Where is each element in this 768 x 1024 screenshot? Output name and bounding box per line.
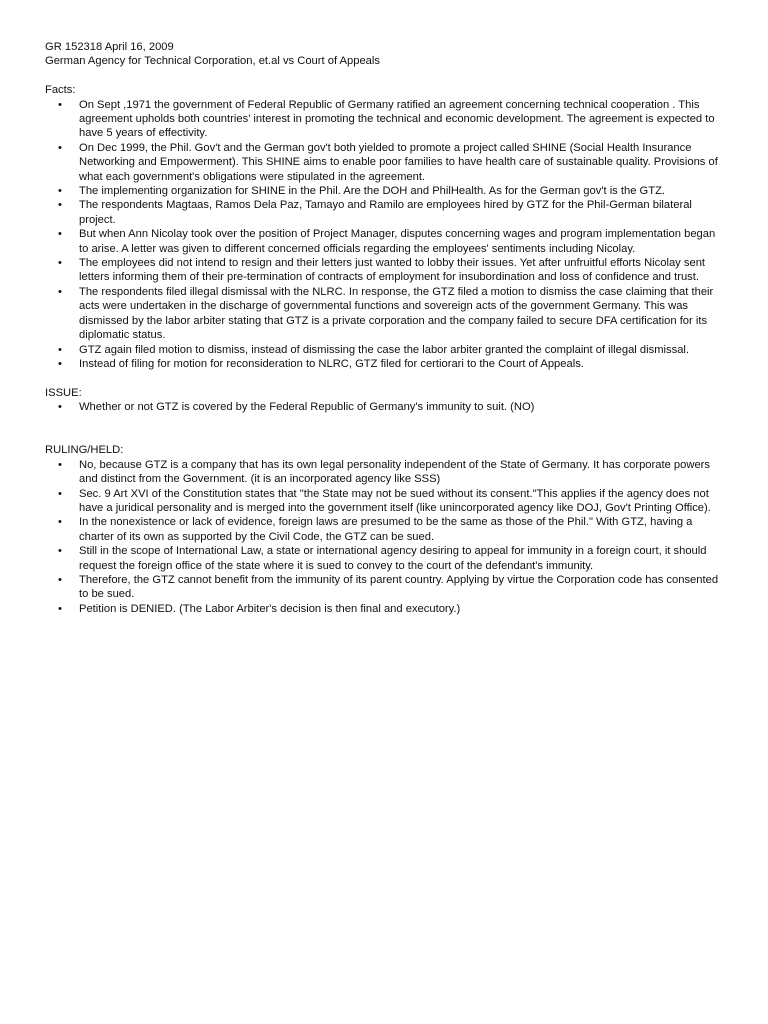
facts-item: • Instead of filing for motion for reconsideration to NLRC, GTZ filed for certiorari to the Court of Appeals. (45, 357, 725, 371)
facts-item: • GTZ again filed motion to dismiss, instead of dismissing the case the labor arbiter granted the complaint of illegal dismissal. (45, 343, 725, 357)
facts-item: • The employees did not intend to resign and their letters just wanted to lobby their issues. Yet after unfruitful efforts Nicolay sent letters informing them of their pre-termination of contracts of employment for insubordination and loss of confidence and trust. (45, 256, 725, 285)
ruling-item: • Still in the scope of International Law, a state or international agency desiring to appeal for immunity in a foreign court, it should request the foreign office of the state where it is sued to convey to the court of the defendant's immunity. (45, 544, 725, 573)
facts-item: • On Dec 1999, the Phil. Gov't and the German gov't both yielded to promote a project called SHINE (Social Health Insurance Networking and Empowerment). This SHINE aims to enable poor families to have health care of sustainable quality. Provisions of what each government's obligations were stipulated in the agreement. (45, 141, 725, 184)
case-number: GR 152318 April 16, 2009 (45, 41, 174, 53)
ruling-item: • Therefore, the GTZ cannot benefit from the immunity of its parent country. Applying by virtue the Corporation code has consented to be sued. (45, 573, 725, 602)
ruling-item: • In the nonexistence or lack of evidence, foreign laws are presumed to be the same as those of the Phil." With GTZ, having a charter of its own as supported by the Civil Code, the GTZ can be sued. (45, 515, 725, 544)
facts-item: • But when Ann Nicolay took over the position of Project Manager, disputes concerning wages and program implementation began to arise. A letter was given to different concerned officials regarding the employees' sentiments including Nicolay. (45, 227, 725, 256)
ruling-item: • Petition is DENIED. (The Labor Arbiter's decision is then final and executory.) (45, 602, 725, 616)
case-title: German Agency for Technical Corporation, et.al vs Court of Appeals (45, 55, 380, 68)
ruling-heading: RULING/HELD: (45, 444, 124, 457)
spacer (45, 69, 725, 83)
ruling-item: • No, because GTZ is a company that has its own legal personality independent of the State of Germany. It has corporate powers and distinct from the Government. (it is an incorporated agency like SSS) (45, 458, 725, 487)
facts-item: • The implementing organization for SHINE in the Phil. Are the DOH and PhilHealth. As for the German gov't is the GTZ. (45, 184, 725, 198)
spacer (45, 371, 725, 385)
issue-list (45, 400, 725, 414)
case-digest-document (45, 40, 725, 616)
facts-item: • The respondents filed illegal dismissal with the NLRC. In response, the GTZ filed a motion to dismiss the case claiming that their acts were undertaken in the discharge of governmental functions and sovereign acts of the government Germany. This was dismissed by the labor arbiter stating that GTZ is a private corporation and the company failed to secure DFA certification for its diplomatic status. (45, 285, 725, 343)
spacer (45, 415, 725, 444)
ruling-list (45, 458, 725, 616)
facts-item: • On Sept ,1971 the government of Federal Republic of Germany ratified an agreement concerning technical cooperation . This agreement upholds both countries’ interest in promoting the technical and economic development. The agreement is expected to have 5 years of effectivity. (45, 98, 725, 141)
ruling-item: • Sec. 9 Art XVI of the Constitution states that "the State may not be sued without its consent."This applies if the agency does not have a juridical personality and is merged into the government itself (like unincorporated agency like DOJ, Gov't Printing Office). (45, 487, 725, 516)
facts-list (45, 98, 725, 372)
facts-item: • The respondents Magtaas, Ramos Dela Paz, Tamayo and Ramilo are employees hired by GTZ for the Phil-German bilateral project. (45, 198, 725, 227)
facts-heading: Facts: (45, 84, 76, 97)
issue-item: • Whether or not GTZ is covered by the Federal Republic of Germany's immunity to suit. (NO) (45, 400, 725, 414)
issue-heading: ISSUE: (45, 386, 82, 399)
